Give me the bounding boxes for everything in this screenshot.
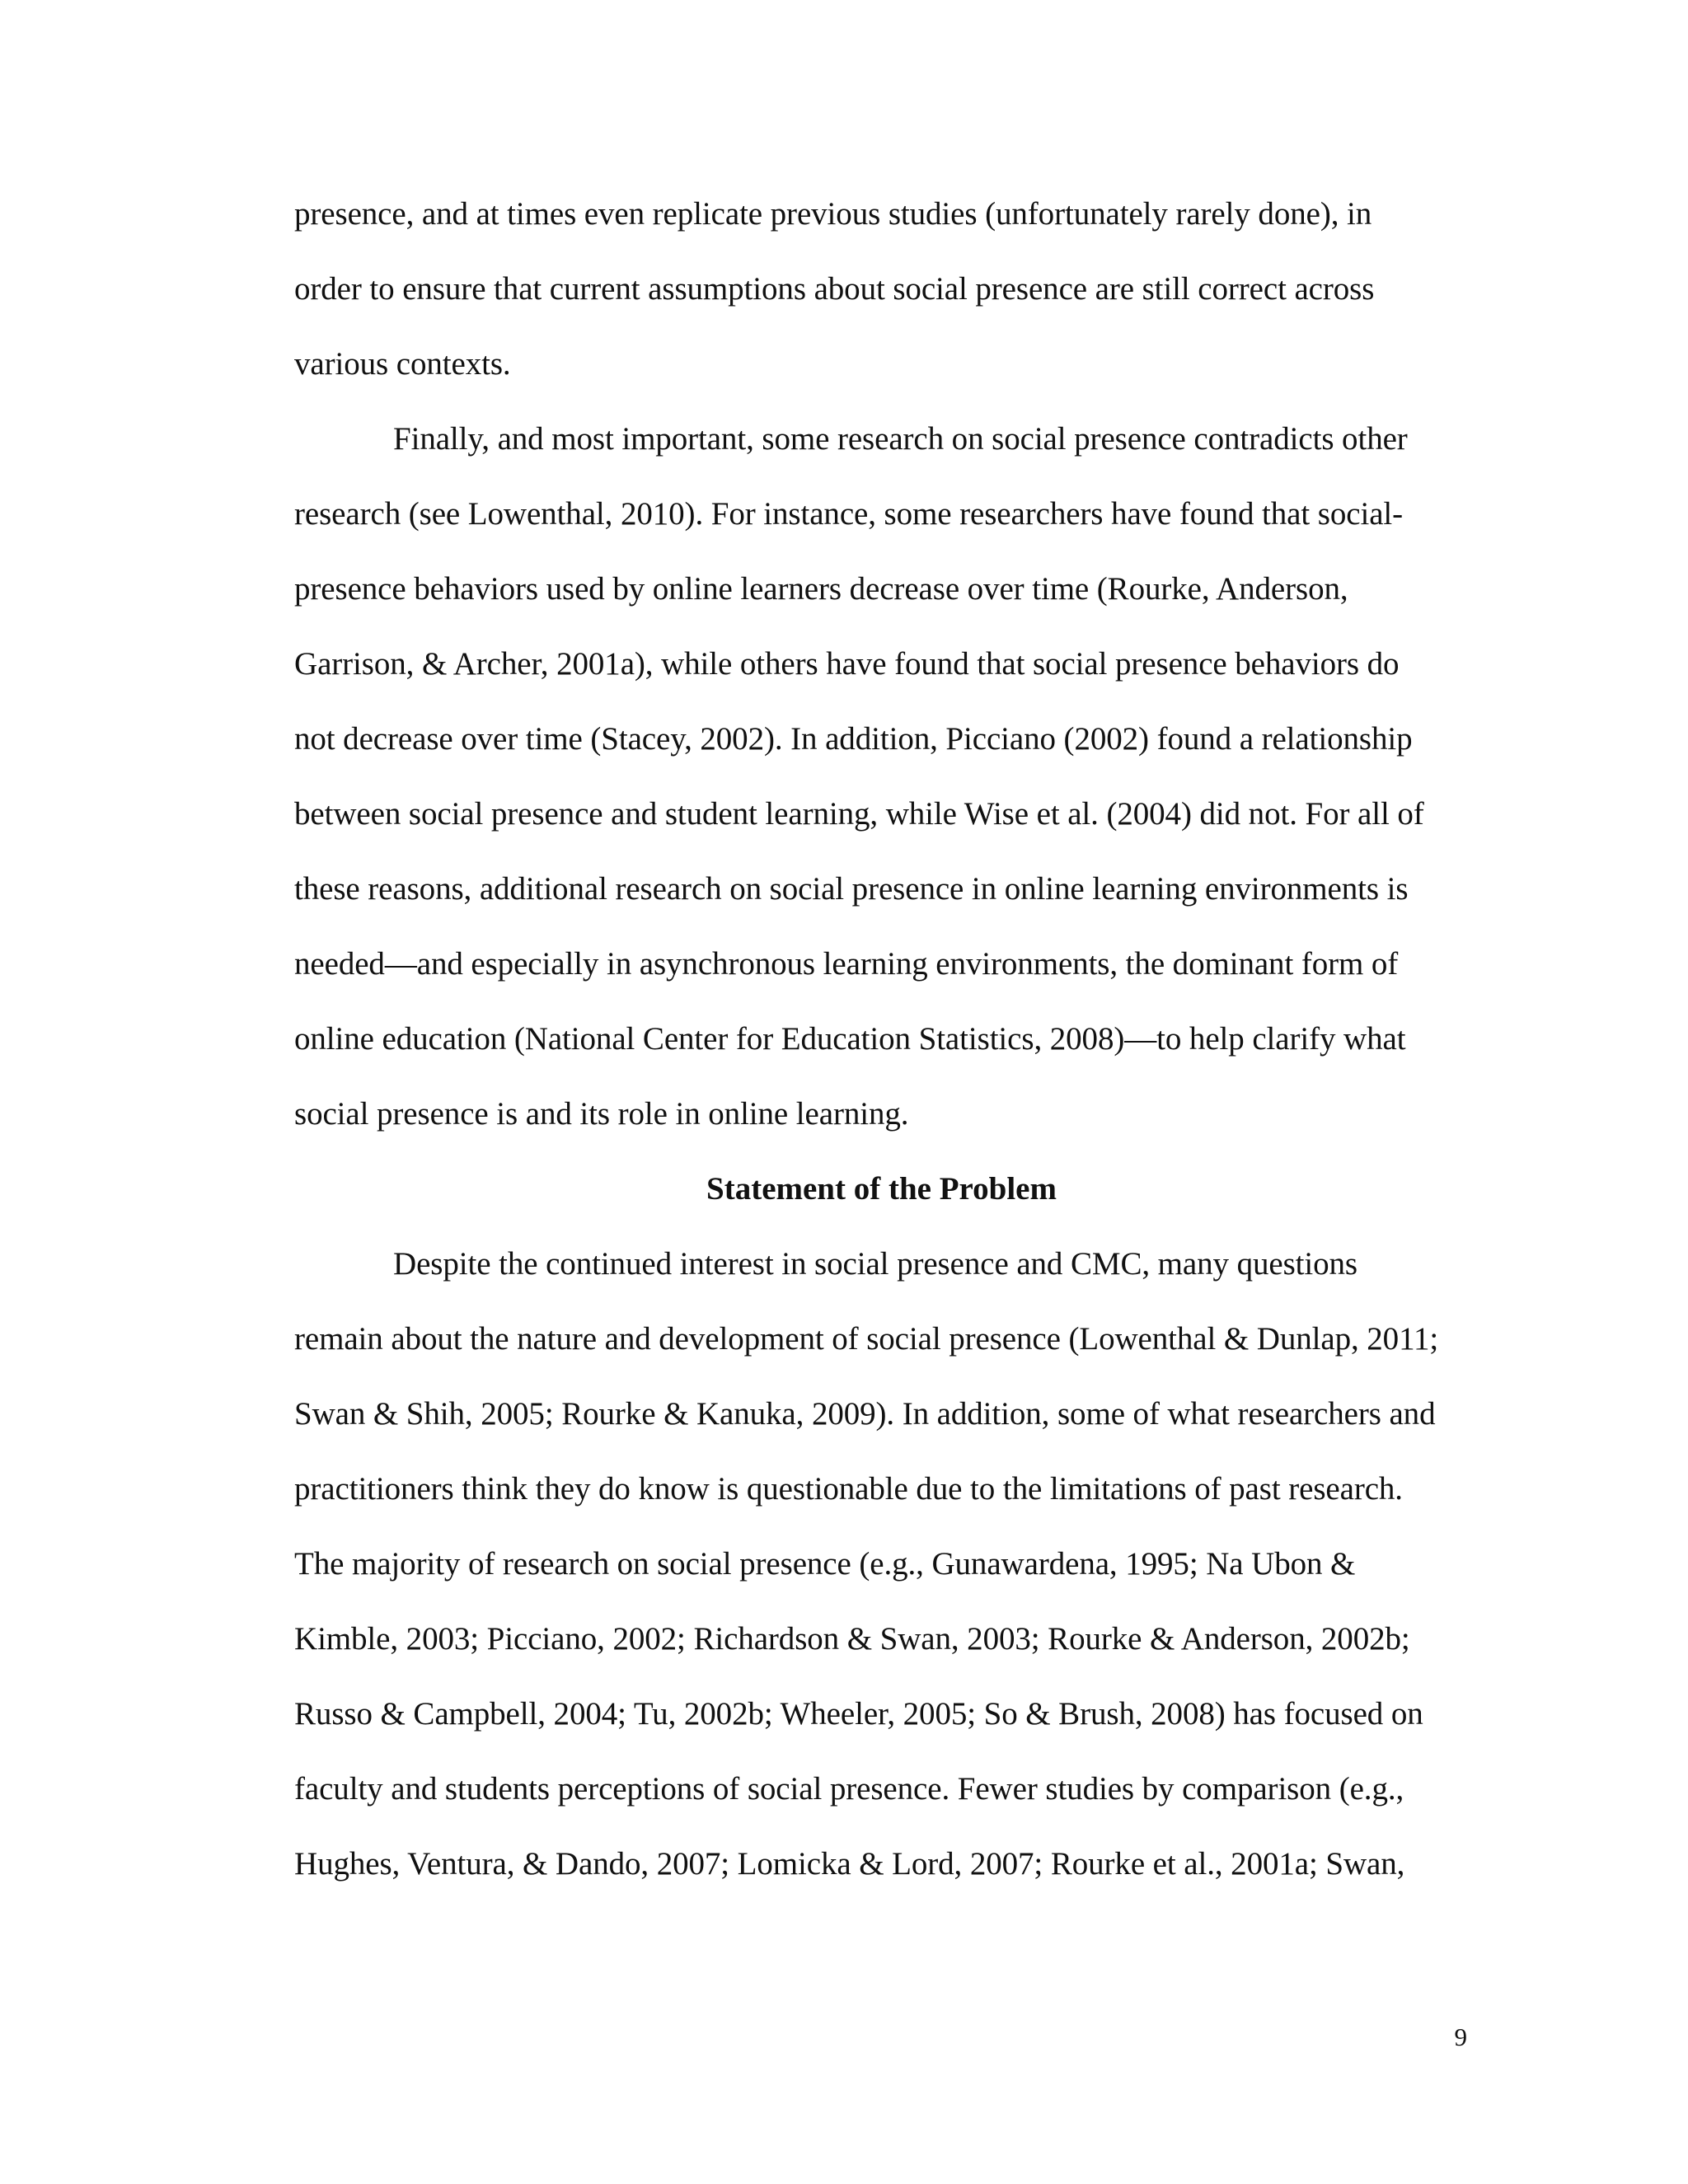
text-line: Garrison, & Archer, 2001a), while others have found that social presence behaviors do — [294, 646, 1400, 682]
text-line: Swan & Shih, 2005; Rourke & Kanuka, 2009). In addition, some of what researchers and — [294, 1396, 1436, 1432]
text-line: faculty and students perceptions of social presence. Fewer studies by comparison (e.g., — [294, 1771, 1404, 1807]
text-line: social presence is and its role in online learning. — [294, 1096, 909, 1132]
text-line: presence, and at times even replicate previous studies (unfortunately rarely done), in — [294, 196, 1372, 232]
text-line: various contexts. — [294, 346, 511, 382]
text-line: needed—and especially in asynchronous learning environments, the dominant form of — [294, 946, 1399, 982]
text-line: Despite the continued interest in social presence and CMC, many questions — [393, 1246, 1358, 1282]
text-line: practitioners think they do know is questionable due to the limitations of past research. — [294, 1471, 1403, 1507]
text-line: presence behaviors used by online learners decrease over time (Rourke, Anderson, — [294, 571, 1348, 607]
text-line: these reasons, additional research on social presence in online learning environments is — [294, 871, 1409, 907]
page-number: 9 — [1454, 2022, 1467, 2051]
text-line: remain about the nature and development of social presence (Lowenthal & Dunlap, 2011; — [294, 1321, 1439, 1357]
text-line: between social presence and student learning, while Wise et al. (2004) did not. For all of — [294, 796, 1424, 832]
text-line: not decrease over time (Stacey, 2002). In addition, Picciano (2002) found a relationship — [294, 721, 1413, 757]
text-line: Russo & Campbell, 2004; Tu, 2002b; Wheeler, 2005; So & Brush, 2008) has focused on — [294, 1696, 1423, 1732]
text-line: online education (National Center for Education Statistics, 2008)—to help clarify what — [294, 1021, 1406, 1057]
text-line: The majority of research on social presence (e.g., Gunawardena, 1995; Na Ubon & — [294, 1546, 1356, 1582]
text-line: Hughes, Ventura, & Dando, 2007; Lomicka & Lord, 2007; Rourke et al., 2001a; Swan, — [294, 1846, 1405, 1882]
section-heading: Statement of the Problem — [706, 1171, 1057, 1207]
text-line: Kimble, 2003; Picciano, 2002; Richardson & Swan, 2003; Rourke & Anderson, 2002b; — [294, 1621, 1410, 1657]
text-line: Finally, and most important, some research on social presence contradicts other — [393, 421, 1408, 457]
text-line: order to ensure that current assumptions about social presence are still correct across — [294, 271, 1375, 307]
text-line: research (see Lowenthal, 2010). For instance, some researchers have found that social- — [294, 496, 1404, 532]
